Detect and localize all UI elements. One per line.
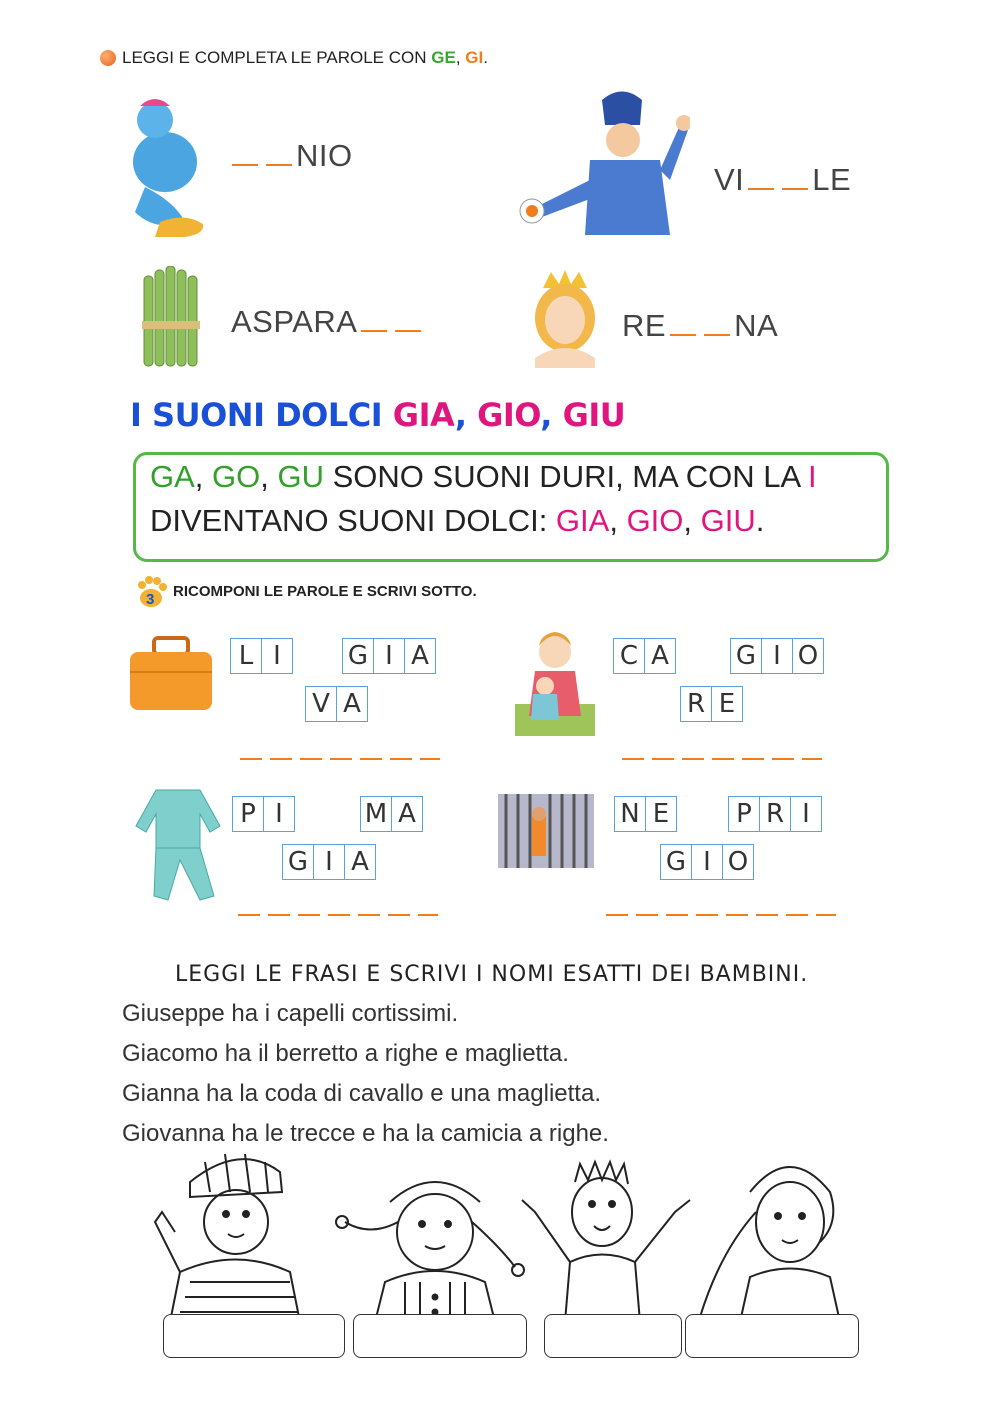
word-after: NA: [734, 308, 779, 343]
letter: I: [802, 799, 810, 829]
letter: I: [314, 845, 345, 879]
rule-ga: GA: [150, 459, 195, 494]
word-before: ASPARA: [231, 304, 358, 339]
caregiver-icon: [515, 626, 595, 736]
queen-icon: [525, 268, 605, 368]
header-text: LEGGI E COMPLETA LE PAROLE CON: [122, 48, 432, 67]
sentence-gianna: Gianna ha la coda di cavallo e una maglietta.: [122, 1080, 601, 1107]
syllable-box[interactable]: [360, 796, 423, 832]
title-giu: GIU: [562, 396, 626, 434]
letter: G: [343, 639, 374, 673]
blank[interactable]: [361, 328, 387, 332]
rule-box: [133, 452, 889, 562]
syllable-box[interactable]: [680, 686, 743, 722]
exercise-title-text: RICOMPONI LE PAROLE E SCRIVI SOTTO.: [173, 582, 477, 600]
suitcase-icon: [128, 636, 214, 712]
rule-text: DIVENTANO SUONI DOLCI:: [150, 503, 556, 538]
letter: G: [283, 845, 314, 879]
sentence-giuseppe: Giuseppe ha i capelli cortissimi.: [122, 1000, 459, 1027]
paw-icon: [135, 576, 165, 606]
genie-icon: [115, 92, 215, 242]
syllable-box[interactable]: [614, 796, 677, 832]
word-asparagi: [231, 304, 425, 340]
exercise-3-title: [135, 576, 477, 606]
rule-sep: ,: [609, 503, 627, 538]
exercise-number: 3: [146, 591, 155, 608]
title-gia: GIA: [392, 396, 455, 434]
syllable-box[interactable]: [728, 796, 822, 832]
title-sep: ,: [540, 396, 563, 434]
word-after: LE: [812, 162, 852, 197]
rule-i: I: [808, 459, 817, 494]
header-ge: GE: [431, 48, 456, 67]
answer-line[interactable]: [622, 758, 822, 760]
title-prefix: I SUONI DOLCI: [130, 396, 393, 434]
letter: O: [727, 847, 749, 877]
rule-go: GO: [212, 459, 261, 494]
title-sep: ,: [454, 396, 478, 434]
letter: O: [797, 641, 819, 671]
syllable-box[interactable]: [342, 638, 436, 674]
answer-line[interactable]: [606, 914, 836, 916]
rule-end: .: [755, 503, 765, 538]
name-box[interactable]: [544, 1314, 682, 1358]
rule-gio: GIO: [626, 503, 684, 538]
rule-sep: ,: [194, 459, 213, 494]
child-with-ponytail-icon: [700, 1167, 840, 1322]
letter: A: [651, 641, 669, 671]
letter: R: [760, 797, 791, 831]
rule-gu: GU: [277, 459, 324, 494]
word-before: RE: [622, 308, 667, 343]
reading-instruction: LEGGI LE FRASI E SCRIVI I NOMI ESATTI DEI BAMBINI.: [175, 962, 809, 987]
letter: A: [398, 799, 416, 829]
letter: E: [718, 689, 736, 719]
name-box[interactable]: [685, 1314, 859, 1358]
letter: I: [762, 639, 793, 673]
rule-line-1: [136, 455, 886, 499]
word-before: VI: [714, 162, 745, 197]
blank[interactable]: [266, 162, 292, 166]
letter: G: [731, 639, 762, 673]
letter: I: [374, 639, 405, 673]
letter: C: [614, 639, 645, 673]
answer-line[interactable]: [238, 914, 438, 916]
exercise-header: [100, 48, 488, 68]
letter: N: [615, 797, 646, 831]
letter: L: [231, 639, 262, 673]
blank[interactable]: [782, 186, 808, 190]
rule-gia: GIA: [555, 503, 610, 538]
header-end: .: [483, 48, 488, 67]
sentence-giovanna: Giovanna ha le trecce e ha la camicia a righe.: [122, 1120, 609, 1147]
letter: A: [411, 641, 429, 671]
child-short-hair-icon: [522, 1162, 690, 1322]
letter: P: [729, 797, 760, 831]
title-gio: GIO: [477, 396, 541, 434]
syllable-box[interactable]: [232, 796, 295, 832]
asparagus-icon: [138, 266, 206, 370]
rule-sep: ,: [683, 503, 701, 538]
letter: I: [275, 799, 283, 829]
letter: I: [692, 845, 723, 879]
sentence-giacomo: Giacomo ha il berretto a righe e maglietta.: [122, 1040, 569, 1067]
word-genio: [228, 138, 353, 174]
policeman-icon: [510, 85, 690, 240]
rule-sep: ,: [260, 459, 278, 494]
child-with-cap-icon: [155, 1154, 300, 1322]
blank[interactable]: [748, 186, 774, 190]
rule-line-2: [136, 499, 886, 543]
letter: P: [233, 797, 264, 831]
syllable-box[interactable]: [282, 844, 376, 880]
blank[interactable]: [232, 162, 258, 166]
letter: I: [273, 641, 281, 671]
syllable-box[interactable]: [230, 638, 293, 674]
name-box[interactable]: [163, 1314, 345, 1358]
syllable-box[interactable]: [613, 638, 676, 674]
orange-bullet-icon: [100, 50, 116, 66]
syllable-box[interactable]: [730, 638, 824, 674]
name-box[interactable]: [353, 1314, 527, 1358]
rule-giu: GIU: [700, 503, 756, 538]
letter: G: [661, 845, 692, 879]
rule-text: SONO SUONI DURI, MA CON LA: [324, 459, 809, 494]
child-with-braids-icon: [336, 1182, 524, 1322]
pajamas-icon: [134, 786, 224, 902]
blank[interactable]: [704, 332, 730, 336]
answer-line[interactable]: [240, 758, 440, 760]
header-gi: GI: [465, 48, 484, 67]
word-vigile: [714, 162, 851, 198]
blank[interactable]: [395, 328, 421, 332]
letter: M: [361, 797, 392, 831]
letter: E: [652, 799, 670, 829]
section-title: [130, 396, 625, 434]
syllable-box[interactable]: [305, 686, 368, 722]
word-regina: [622, 308, 778, 344]
blank[interactable]: [670, 332, 696, 336]
header-sep: ,: [455, 48, 466, 67]
word-after: NIO: [296, 138, 353, 173]
letter: A: [351, 847, 369, 877]
letter: V: [306, 687, 337, 721]
letter: A: [343, 689, 361, 719]
prison-icon: [498, 794, 594, 868]
children-drawing: [150, 1142, 870, 1322]
syllable-box[interactable]: [660, 844, 754, 880]
letter: R: [681, 687, 712, 721]
